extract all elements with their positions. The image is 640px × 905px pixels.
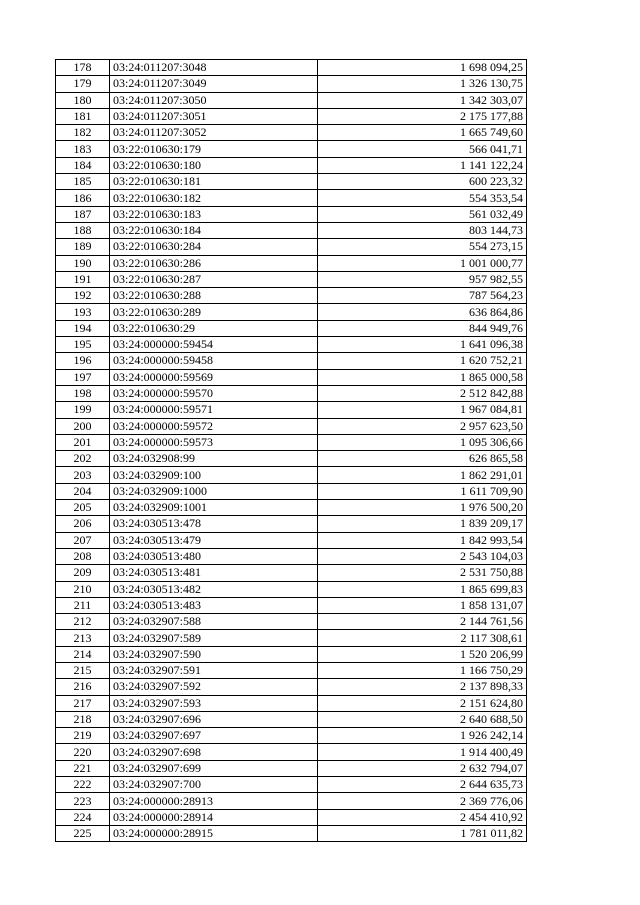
table-row <box>56 271 527 287</box>
table-row <box>56 76 527 92</box>
row-number-cell: 192 <box>56 288 110 304</box>
cadastral-value-cell: 1 342 303,07 <box>318 92 527 108</box>
table-row <box>56 777 527 793</box>
row-number-cell: 204 <box>56 483 110 499</box>
cadastral-number-cell: 03:24:032907:700 <box>110 777 318 793</box>
cadastral-value-cell: 1 967 084,81 <box>318 402 527 418</box>
cadastral-number-cell: 03:24:011207:3048 <box>110 60 318 76</box>
table-row <box>56 614 527 630</box>
cadastral-value-cell: 561 032,49 <box>318 206 527 222</box>
table-row <box>56 174 527 190</box>
table-row <box>56 108 527 124</box>
row-number-cell: 207 <box>56 532 110 548</box>
cadastral-value-cell: 1 865 000,58 <box>318 369 527 385</box>
cadastral-value-cell: 957 982,55 <box>318 271 527 287</box>
table-row <box>56 548 527 564</box>
row-number-cell: 215 <box>56 662 110 678</box>
cadastral-number-cell: 03:24:011207:3050 <box>110 92 318 108</box>
cadastral-value-cell: 844 949,76 <box>318 320 527 336</box>
cadastral-number-cell: 03:24:032909:100 <box>110 467 318 483</box>
cadastral-number-cell: 03:24:030513:481 <box>110 565 318 581</box>
cadastral-value-cell: 2 531 750,88 <box>318 565 527 581</box>
table-row <box>56 418 527 434</box>
cadastral-number-cell: 03:24:000000:59572 <box>110 418 318 434</box>
cadastral-number-cell: 03:22:010630:289 <box>110 304 318 320</box>
table-row <box>56 190 527 206</box>
cadastral-number-cell: 03:24:000000:59454 <box>110 337 318 353</box>
table-row <box>56 662 527 678</box>
table-row <box>56 809 527 825</box>
table-row <box>56 255 527 271</box>
cadastral-number-cell: 03:24:032907:593 <box>110 695 318 711</box>
table-row <box>56 337 527 353</box>
row-number-cell: 222 <box>56 777 110 793</box>
cadastral-value-cell: 554 273,15 <box>318 239 527 255</box>
cadastral-number-cell: 03:22:010630:284 <box>110 239 318 255</box>
row-number-cell: 191 <box>56 271 110 287</box>
cadastral-value-cell: 636 864,86 <box>318 304 527 320</box>
table-row <box>56 728 527 744</box>
row-number-cell: 218 <box>56 711 110 727</box>
cadastral-number-cell: 03:22:010630:288 <box>110 288 318 304</box>
cadastral-value-cell: 1 842 993,54 <box>318 532 527 548</box>
cadastral-number-cell: 03:24:030513:480 <box>110 548 318 564</box>
row-number-cell: 217 <box>56 695 110 711</box>
cadastral-number-cell: 03:22:010630:182 <box>110 190 318 206</box>
cadastral-number-cell: 03:22:010630:181 <box>110 174 318 190</box>
cadastral-value-cell: 1 858 131,07 <box>318 597 527 613</box>
cadastral-number-cell: 03:24:000000:28915 <box>110 825 318 841</box>
cadastral-number-cell: 03:24:032909:1001 <box>110 500 318 516</box>
table-row <box>56 451 527 467</box>
cadastral-number-cell: 03:22:010630:286 <box>110 255 318 271</box>
table-row <box>56 516 527 532</box>
table-row <box>56 385 527 401</box>
cadastral-value-cell: 2 144 761,56 <box>318 614 527 630</box>
cadastral-value-cell: 554 353,54 <box>318 190 527 206</box>
cadastral-value-cell: 1 141 122,24 <box>318 157 527 173</box>
cadastral-value-cell: 1 781 011,82 <box>318 825 527 841</box>
cadastral-value-cell: 1 001 000,77 <box>318 255 527 271</box>
table-row <box>56 141 527 157</box>
row-number-cell: 181 <box>56 108 110 124</box>
table-row <box>56 157 527 173</box>
table-row <box>56 222 527 238</box>
cadastral-value-cell: 2 151 624,80 <box>318 695 527 711</box>
table-row <box>56 239 527 255</box>
cadastral-number-cell: 03:22:010630:179 <box>110 141 318 157</box>
cadastral-number-cell: 03:24:000000:59569 <box>110 369 318 385</box>
cadastral-value-cell: 1 665 749,60 <box>318 125 527 141</box>
table-row <box>56 679 527 695</box>
cadastral-value-cell: 2 644 635,73 <box>318 777 527 793</box>
row-number-cell: 198 <box>56 385 110 401</box>
table-row <box>56 92 527 108</box>
row-number-cell: 202 <box>56 451 110 467</box>
cadastral-number-cell: 03:24:032907:696 <box>110 711 318 727</box>
table-row <box>56 320 527 336</box>
cadastral-value-cell: 1 862 291,01 <box>318 467 527 483</box>
cadastral-value-cell: 1 976 500,20 <box>318 500 527 516</box>
table-row <box>56 825 527 841</box>
cadastral-number-cell: 03:24:032907:699 <box>110 760 318 776</box>
cadastral-number-cell: 03:22:010630:29 <box>110 320 318 336</box>
cadastral-value-cell: 2 454 410,92 <box>318 809 527 825</box>
table-row <box>56 125 527 141</box>
cadastral-number-cell: 03:24:030513:483 <box>110 597 318 613</box>
cadastral-value-cell: 2 543 104,03 <box>318 548 527 564</box>
cadastral-value-cell: 626 865,58 <box>318 451 527 467</box>
row-number-cell: 223 <box>56 793 110 809</box>
table-row <box>56 206 527 222</box>
row-number-cell: 189 <box>56 239 110 255</box>
table-row <box>56 353 527 369</box>
table-row <box>56 597 527 613</box>
table-row <box>56 60 527 76</box>
cadastral-value-cell: 2 175 177,88 <box>318 108 527 124</box>
table-row <box>56 369 527 385</box>
table-row <box>56 793 527 809</box>
table-row <box>56 711 527 727</box>
table-row <box>56 581 527 597</box>
row-number-cell: 208 <box>56 548 110 564</box>
row-number-cell: 225 <box>56 825 110 841</box>
row-number-cell: 184 <box>56 157 110 173</box>
cadastral-number-cell: 03:24:030513:482 <box>110 581 318 597</box>
cadastral-value-cell: 2 369 776,06 <box>318 793 527 809</box>
cadastral-value-table <box>55 59 527 842</box>
cadastral-value-cell: 1 698 094,25 <box>318 60 527 76</box>
row-number-cell: 206 <box>56 516 110 532</box>
cadastral-value-cell: 2 957 623,50 <box>318 418 527 434</box>
row-number-cell: 187 <box>56 206 110 222</box>
row-number-cell: 214 <box>56 646 110 662</box>
table-row <box>56 565 527 581</box>
row-number-cell: 183 <box>56 141 110 157</box>
table-row <box>56 500 527 516</box>
cadastral-value-cell: 600 223,32 <box>318 174 527 190</box>
row-number-cell: 220 <box>56 744 110 760</box>
cadastral-number-cell: 03:24:032909:1000 <box>110 483 318 499</box>
cadastral-value-cell: 1 095 306,66 <box>318 434 527 450</box>
cadastral-number-cell: 03:24:000000:59570 <box>110 385 318 401</box>
table-row <box>56 744 527 760</box>
row-number-cell: 195 <box>56 337 110 353</box>
row-number-cell: 209 <box>56 565 110 581</box>
table-row <box>56 434 527 450</box>
cadastral-number-cell: 03:24:000000:59571 <box>110 402 318 418</box>
row-number-cell: 203 <box>56 467 110 483</box>
cadastral-number-cell: 03:24:032907:589 <box>110 630 318 646</box>
cadastral-number-cell: 03:24:032907:697 <box>110 728 318 744</box>
row-number-cell: 186 <box>56 190 110 206</box>
table-row <box>56 532 527 548</box>
row-number-cell: 180 <box>56 92 110 108</box>
cadastral-value-cell: 1 641 096,38 <box>318 337 527 353</box>
row-number-cell: 200 <box>56 418 110 434</box>
cadastral-number-cell: 03:22:010630:180 <box>110 157 318 173</box>
cadastral-value-cell: 1 865 699,83 <box>318 581 527 597</box>
cadastral-value-cell: 1 326 130,75 <box>318 76 527 92</box>
row-number-cell: 182 <box>56 125 110 141</box>
row-number-cell: 219 <box>56 728 110 744</box>
table-row <box>56 304 527 320</box>
cadastral-number-cell: 03:24:032907:592 <box>110 679 318 695</box>
row-number-cell: 179 <box>56 76 110 92</box>
row-number-cell: 221 <box>56 760 110 776</box>
table-row <box>56 760 527 776</box>
cadastral-value-cell: 1 620 752,21 <box>318 353 527 369</box>
row-number-cell: 199 <box>56 402 110 418</box>
cadastral-number-cell: 03:24:032907:591 <box>110 662 318 678</box>
cadastral-value-cell: 1 839 209,17 <box>318 516 527 532</box>
table-row <box>56 646 527 662</box>
row-number-cell: 212 <box>56 614 110 630</box>
row-number-cell: 211 <box>56 597 110 613</box>
cadastral-number-cell: 03:24:000000:28913 <box>110 793 318 809</box>
table-row <box>56 630 527 646</box>
cadastral-number-cell: 03:24:000000:59458 <box>110 353 318 369</box>
cadastral-number-cell: 03:24:011207:3049 <box>110 76 318 92</box>
cadastral-value-cell: 2 117 308,61 <box>318 630 527 646</box>
cadastral-number-cell: 03:24:030513:479 <box>110 532 318 548</box>
cadastral-number-cell: 03:22:010630:287 <box>110 271 318 287</box>
cadastral-value-cell: 803 144,73 <box>318 222 527 238</box>
table-row <box>56 483 527 499</box>
row-number-cell: 188 <box>56 222 110 238</box>
cadastral-value-cell: 2 137 898,33 <box>318 679 527 695</box>
row-number-cell: 193 <box>56 304 110 320</box>
cadastral-number-cell: 03:24:032907:588 <box>110 614 318 630</box>
cadastral-number-cell: 03:24:032908:99 <box>110 451 318 467</box>
row-number-cell: 185 <box>56 174 110 190</box>
cadastral-number-cell: 03:24:032907:590 <box>110 646 318 662</box>
cadastral-value-cell: 2 632 794,07 <box>318 760 527 776</box>
cadastral-number-cell: 03:24:032907:698 <box>110 744 318 760</box>
cadastral-value-cell: 1 611 709,90 <box>318 483 527 499</box>
table-row <box>56 695 527 711</box>
cadastral-number-cell: 03:24:000000:28914 <box>110 809 318 825</box>
cadastral-number-cell: 03:22:010630:183 <box>110 206 318 222</box>
row-number-cell: 196 <box>56 353 110 369</box>
cadastral-number-cell: 03:24:011207:3052 <box>110 125 318 141</box>
cadastral-value-cell: 2 512 842,88 <box>318 385 527 401</box>
cadastral-value-cell: 1 520 206,99 <box>318 646 527 662</box>
cadastral-value-cell: 1 914 400,49 <box>318 744 527 760</box>
table-row <box>56 402 527 418</box>
row-number-cell: 178 <box>56 60 110 76</box>
cadastral-value-cell: 2 640 688,50 <box>318 711 527 727</box>
cadastral-number-cell: 03:22:010630:184 <box>110 222 318 238</box>
cadastral-value-cell: 1 926 242,14 <box>318 728 527 744</box>
row-number-cell: 194 <box>56 320 110 336</box>
cadastral-value-cell: 566 041,71 <box>318 141 527 157</box>
row-number-cell: 197 <box>56 369 110 385</box>
row-number-cell: 205 <box>56 500 110 516</box>
cadastral-number-cell: 03:24:030513:478 <box>110 516 318 532</box>
table-body <box>56 60 527 842</box>
table-row <box>56 288 527 304</box>
cadastral-number-cell: 03:24:011207:3051 <box>110 108 318 124</box>
row-number-cell: 190 <box>56 255 110 271</box>
cadastral-value-cell: 787 564,23 <box>318 288 527 304</box>
cadastral-value-cell: 1 166 750,29 <box>318 662 527 678</box>
cadastral-number-cell: 03:24:000000:59573 <box>110 434 318 450</box>
table-row <box>56 467 527 483</box>
row-number-cell: 213 <box>56 630 110 646</box>
row-number-cell: 210 <box>56 581 110 597</box>
row-number-cell: 224 <box>56 809 110 825</box>
row-number-cell: 201 <box>56 434 110 450</box>
row-number-cell: 216 <box>56 679 110 695</box>
